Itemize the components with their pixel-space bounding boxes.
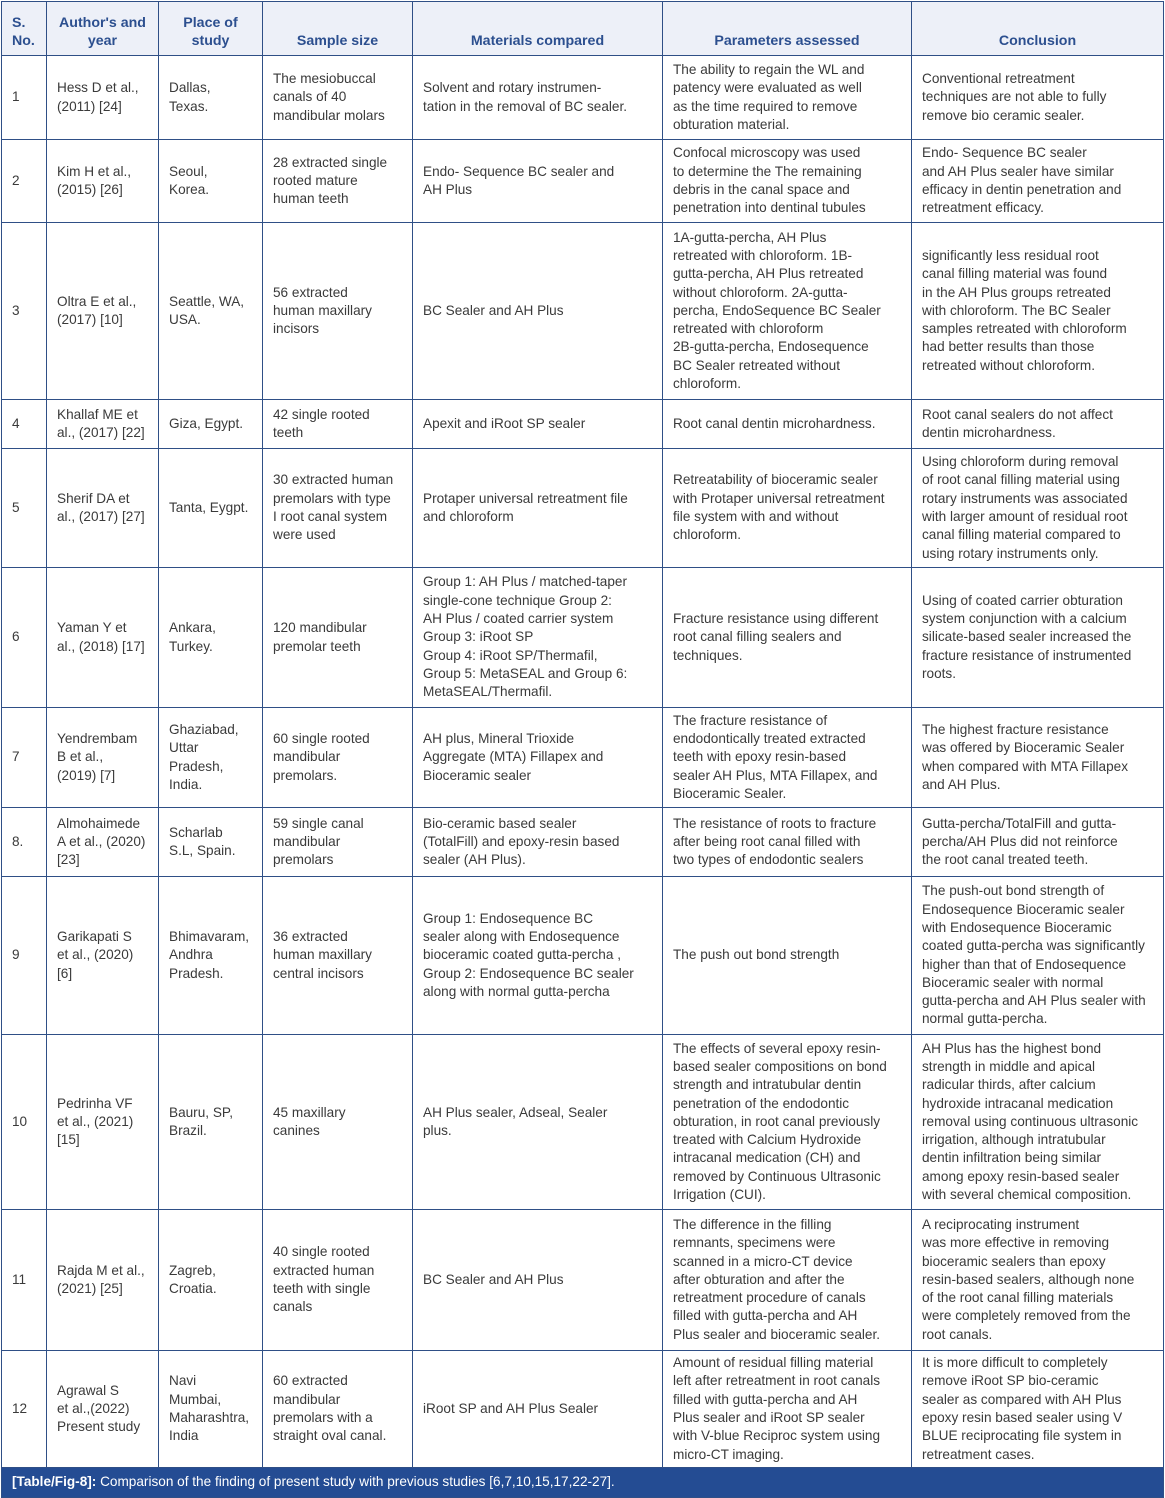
cell-sample: 36 extracted human maxillary central incisors [263, 877, 413, 1035]
cell-sno: 10 [2, 1035, 47, 1210]
cell-author: Garikapati S et al., (2020) [6] [47, 877, 159, 1035]
cell-materials: BC Sealer and AH Plus [413, 223, 663, 400]
cell-parameters: The difference in the filling remnants, specimens were scanned in a micro-CT device after obturation and after the retreatment procedure of canals filled with gutta-percha and AH Plus sealer and bioceramic sealer. [663, 1210, 912, 1351]
table-row [2, 568, 1164, 708]
cell-place: Ghaziabad, Uttar Pradesh, India. [159, 708, 263, 808]
cell-parameters: The resistance of roots to fracture after being root canal filled with two types of endodontic sealers [663, 808, 912, 877]
table-row [2, 1035, 1164, 1210]
table-row [2, 1351, 1164, 1468]
header-materials: Materials compared [413, 2, 663, 56]
header-parameters: Parameters assessed [663, 2, 912, 56]
cell-parameters: The effects of several epoxy resin- based sealer compositions on bond strength and intratubular dentin penetration of the endodontic obturation, in root canal previously treated with Calcium Hydroxide intracanal medication (CH) and removed by Continuous Ultrasonic Irrigation (CUI). [663, 1035, 912, 1210]
cell-materials: Group 1: Endosequence BC sealer along with Endosequence bioceramic coated gutta-percha , Group 2: Endosequence BC sealer along with normal gutta-percha [413, 877, 663, 1035]
cell-place: Tanta, Eygpt. [159, 449, 263, 568]
cell-conclusion: significantly less residual root canal filling material was found in the AH Plus groups retreated with chloroform. The BC Sealer samples retreated with chloroform had better results than those retreated without chloroform. [912, 223, 1164, 400]
header-conclusion: Conclusion [912, 2, 1164, 56]
cell-place: Dallas, Texas. [159, 56, 263, 140]
cell-author: Yendrembam B et al., (2019) [7] [47, 708, 159, 808]
cell-parameters: The fracture resistance of endodontically treated extracted teeth with epoxy resin-based sealer AH Plus, MTA Fillapex, and Bioceramic Sealer. [663, 708, 912, 808]
cell-sample: 56 extracted human maxillary incisors [263, 223, 413, 400]
comparison-table [1, 1, 1164, 1498]
table-row [2, 808, 1164, 877]
cell-materials: Apexit and iRoot SP sealer [413, 400, 663, 449]
table-row [2, 449, 1164, 568]
cell-place: Seattle, WA, USA. [159, 223, 263, 400]
cell-materials: Solvent and rotary instrumen- tation in the removal of BC sealer. [413, 56, 663, 140]
cell-sample: 60 single rooted mandibular premolars. [263, 708, 413, 808]
cell-conclusion: Root canal sealers do not affect dentin microhardness. [912, 400, 1164, 449]
cell-place: Navi Mumbai, Maharashtra, India [159, 1351, 263, 1468]
table-row [2, 708, 1164, 808]
cell-conclusion: Conventional retreatment techniques are not able to fully remove bio ceramic sealer. [912, 56, 1164, 140]
cell-sno: 9 [2, 877, 47, 1035]
cell-place: Seoul, Korea. [159, 140, 263, 223]
cell-author: Agrawal S et al.,(2022) Present study [47, 1351, 159, 1468]
cell-sample: 28 extracted single rooted mature human teeth [263, 140, 413, 223]
cell-parameters: Fracture resistance using different root canal filling sealers and techniques. [663, 568, 912, 708]
cell-sno: 7 [2, 708, 47, 808]
cell-author: Kim H et al., (2015) [26] [47, 140, 159, 223]
cell-author: Oltra E et al., (2017) [10] [47, 223, 159, 400]
cell-conclusion: It is more difficult to completely remove iRoot SP bio-ceramic sealer as compared with AH Plus epoxy resin based sealer using V BLUE reciprocating file system in retreatment cases. [912, 1351, 1164, 1468]
table-row [2, 140, 1164, 223]
cell-conclusion: A reciprocating instrument was more effective in removing bioceramic sealers than epoxy resin-based sealers, although none of the root canal filling materials were completely removed from the root canals. [912, 1210, 1164, 1351]
table-caption [2, 1468, 1164, 1498]
cell-conclusion: Gutta-percha/TotalFill and gutta- percha/AH Plus did not reinforce the root canal treated teeth. [912, 808, 1164, 877]
cell-conclusion: Using of coated carrier obturation system conjunction with a calcium silicate-based sealer increased the fracture resistance of instrumented roots. [912, 568, 1164, 708]
cell-conclusion: The highest fracture resistance was offered by Bioceramic Sealer when compared with MTA Fillapex and AH Plus. [912, 708, 1164, 808]
header-sno: S. No. [2, 2, 47, 56]
cell-sno: 4 [2, 400, 47, 449]
cell-sample: 59 single canal mandibular premolars [263, 808, 413, 877]
caption-label: [Table/Fig-8]: [12, 1474, 97, 1490]
cell-place: Scharlab S.L, Spain. [159, 808, 263, 877]
cell-author: Hess D et al., (2011) [24] [47, 56, 159, 140]
cell-author: Almohaimede A et al., (2020) [23] [47, 808, 159, 877]
cell-sample: 42 single rooted teeth [263, 400, 413, 449]
cell-sno: 6 [2, 568, 47, 708]
cell-sample: The mesiobuccal canals of 40 mandibular molars [263, 56, 413, 140]
cell-parameters: The push out bond strength [663, 877, 912, 1035]
table-caption-row [2, 1468, 1164, 1498]
cell-author: Pedrinha VF et al., (2021) [15] [47, 1035, 159, 1210]
cell-sno: 5 [2, 449, 47, 568]
cell-sample: 45 maxillary canines [263, 1035, 413, 1210]
cell-sno: 2 [2, 140, 47, 223]
cell-materials: Group 1: AH Plus / matched-taper single-cone technique Group 2: AH Plus / coated carrier system Group 3: iRoot SP Group 4: iRoot SP/Thermafil, Group 5: MetaSEAL and Group 6: MetaSEAL/Thermafil. [413, 568, 663, 708]
cell-parameters: 1A-gutta-percha, AH Plus retreated with chloroform. 1B- gutta-percha, AH Plus retreated without chloroform. 2A-gutta- percha, EndoSequence BC Sealer retreated with chloroform 2B-gutta-percha, Endosequence BC Sealer retreated without chloroform. [663, 223, 912, 400]
cell-author: Rajda M et al., (2021) [25] [47, 1210, 159, 1351]
table-row [2, 1210, 1164, 1351]
cell-parameters: The ability to regain the WL and patency were evaluated as well as the time required to remove obturation material. [663, 56, 912, 140]
cell-sample: 120 mandibular premolar teeth [263, 568, 413, 708]
cell-place: Ankara, Turkey. [159, 568, 263, 708]
header-sample: Sample size [263, 2, 413, 56]
table-row [2, 400, 1164, 449]
cell-author: Sherif DA et al., (2017) [27] [47, 449, 159, 568]
cell-materials: Protaper universal retreatment file and chloroform [413, 449, 663, 568]
cell-place: Bauru, SP, Brazil. [159, 1035, 263, 1210]
cell-sno: 11 [2, 1210, 47, 1351]
cell-materials: Bio-ceramic based sealer (TotalFill) and epoxy-resin based sealer (AH Plus). [413, 808, 663, 877]
cell-parameters: Confocal microscopy was used to determine the The remaining debris in the canal space and penetration into dentinal tubules [663, 140, 912, 223]
cell-materials: iRoot SP and AH Plus Sealer [413, 1351, 663, 1468]
cell-place: Bhimavaram, Andhra Pradesh. [159, 877, 263, 1035]
cell-sno: 8. [2, 808, 47, 877]
cell-place: Zagreb, Croatia. [159, 1210, 263, 1351]
cell-sample: 40 single rooted extracted human teeth with single canals [263, 1210, 413, 1351]
cell-author: Yaman Y et al., (2018) [17] [47, 568, 159, 708]
cell-conclusion: Using chloroform during removal of root canal filling material using rotary instruments was associated with larger amount of residual root canal filling material compared to using rotary instruments only. [912, 449, 1164, 568]
cell-parameters: Retreatability of bioceramic sealer with Protaper universal retreatment file system with and without chloroform. [663, 449, 912, 568]
table-row [2, 56, 1164, 140]
cell-sample: 60 extracted mandibular premolars with a straight oval canal. [263, 1351, 413, 1468]
cell-place: Giza, Egypt. [159, 400, 263, 449]
cell-materials: AH Plus sealer, Adseal, Sealer plus. [413, 1035, 663, 1210]
cell-sno: 12 [2, 1351, 47, 1468]
table-row [2, 223, 1164, 400]
cell-author: Khallaf ME et al., (2017) [22] [47, 400, 159, 449]
cell-parameters: Root canal dentin microhardness. [663, 400, 912, 449]
cell-conclusion: AH Plus has the highest bond strength in middle and apical radicular thirds, after calcium hydroxide intracanal medication removal using continuous ultrasonic irrigation, although intratubular dentin infiltration being similar among epoxy resin-based sealer with several chemical composition. [912, 1035, 1164, 1210]
cell-materials: Endo- Sequence BC sealer and AH Plus [413, 140, 663, 223]
table-row [2, 877, 1164, 1035]
table-header-row [2, 2, 1164, 56]
caption-text: Comparison of the finding of present study with previous studies [6,7,10,15,17,22-27]. [96, 1474, 615, 1490]
cell-materials: BC Sealer and AH Plus [413, 1210, 663, 1351]
cell-sno: 1 [2, 56, 47, 140]
cell-conclusion: The push-out bond strength of Endosequence Bioceramic sealer with Endosequence Bioceramic coated gutta-percha was significantly higher than that of Endosequence Bioceramic sealer with normal gutta-percha and AH Plus sealer with normal gutta-percha. [912, 877, 1164, 1035]
header-place: Place of study [159, 2, 263, 56]
cell-parameters: Amount of residual filling material left after retreatment in root canals filled with gutta-percha and AH Plus sealer and iRoot SP sealer with V-blue Reciproc system using micro-CT imaging. [663, 1351, 912, 1468]
header-author: Author's and year [47, 2, 159, 56]
cell-sample: 30 extracted human premolars with type I root canal system were used [263, 449, 413, 568]
cell-materials: AH plus, Mineral Trioxide Aggregate (MTA) Fillapex and Bioceramic sealer [413, 708, 663, 808]
cell-sno: 3 [2, 223, 47, 400]
cell-conclusion: Endo- Sequence BC sealer and AH Plus sealer have similar efficacy in dentin penetration and retreatment efficacy. [912, 140, 1164, 223]
